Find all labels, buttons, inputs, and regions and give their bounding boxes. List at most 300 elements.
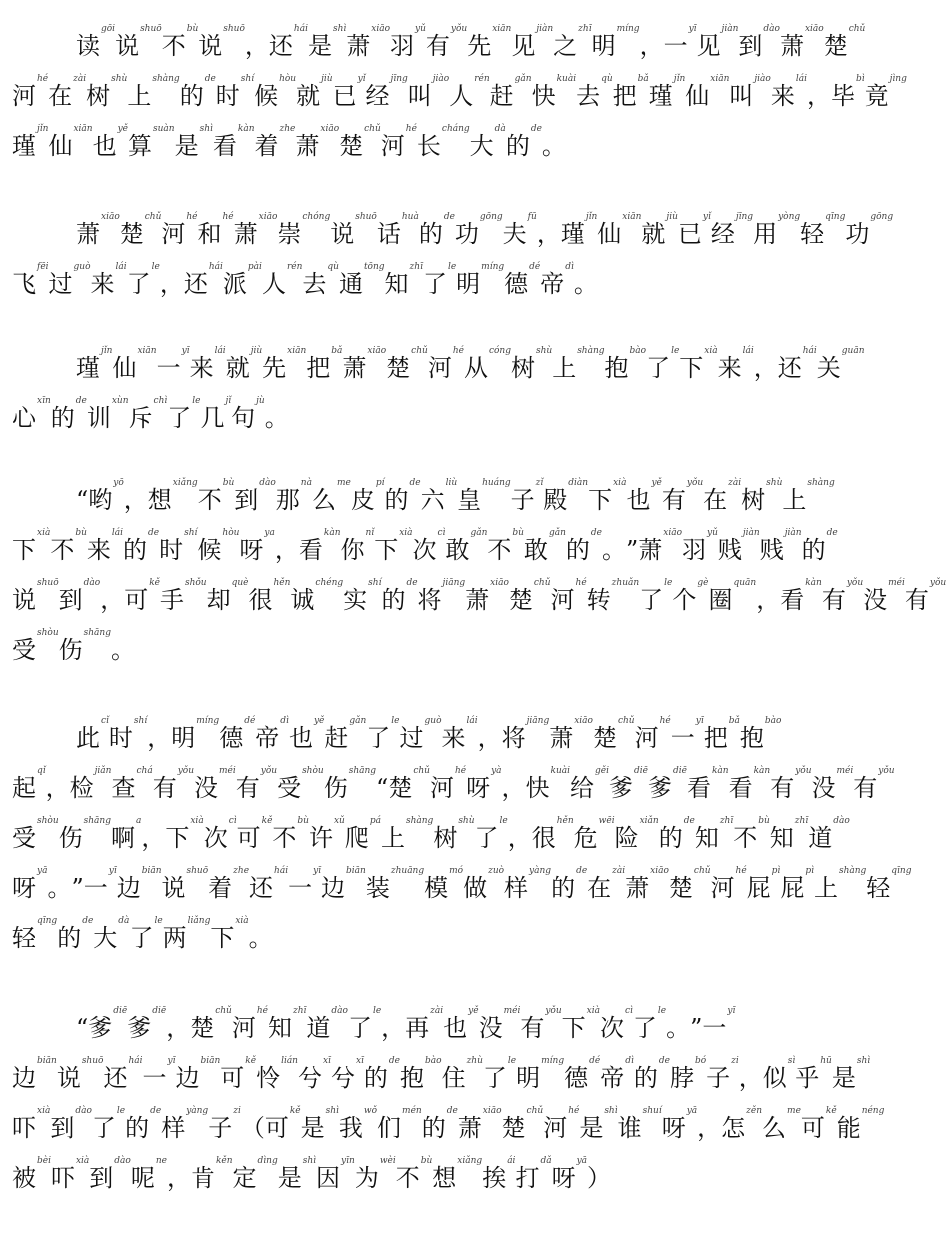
- hanzi-with-pinyin: 河hé: [634, 716, 671, 752]
- hanzi-with-pinyin: 到dào: [58, 578, 101, 614]
- punctuation: ，: [123, 486, 148, 514]
- hanzi-with-pinyin: 下xià: [12, 528, 51, 564]
- hanzi-with-pinyin: 很hěn: [531, 816, 574, 852]
- pinyin-annotation: lián: [281, 1056, 298, 1066]
- hanzi-with-pinyin: 不bù: [487, 528, 524, 564]
- hanzi-with-pinyin: 楚chǔ: [592, 716, 635, 752]
- pinyin-annotation: shòu: [302, 766, 324, 776]
- text-line: [12, 612, 632, 662]
- pinyin-annotation: liù: [445, 478, 458, 488]
- hanzi-with-pinyin: 时shí: [159, 528, 198, 564]
- pinyin-annotation: gōng: [479, 212, 503, 222]
- hanzi-with-pinyin: 是shì: [174, 124, 213, 160]
- hanzi-with-pinyin: 了le: [639, 578, 673, 614]
- text-line: [12, 700, 782, 752]
- pinyin-annotation: huáng: [482, 478, 511, 488]
- paragraph: [12, 8, 907, 160]
- pinyin-annotation: cǐ: [101, 716, 109, 726]
- hanzi-with-pinyin: 一yī: [702, 1006, 736, 1042]
- hanzi-with-pinyin: 可kě: [800, 1106, 837, 1142]
- pinyin-annotation: chǔ: [848, 24, 866, 34]
- pinyin-annotation: hé: [452, 346, 464, 356]
- hanzi-with-pinyin: 给gěi: [570, 766, 610, 802]
- pinyin-annotation: de: [150, 1106, 162, 1116]
- hanzi-with-pinyin: 瑾jǐn: [12, 124, 49, 160]
- pinyin-annotation: bù: [758, 816, 770, 826]
- hanzi-with-pinyin: 有yǒu: [770, 766, 812, 802]
- hanzi-with-pinyin: 爹diē: [609, 766, 648, 802]
- hanzi-with-pinyin: 瑾jǐn: [648, 74, 686, 110]
- pinyin-annotation: bì: [855, 74, 865, 84]
- hanzi-with-pinyin: 爬pá: [344, 816, 381, 852]
- hanzi-with-pinyin: 还hái: [249, 866, 289, 902]
- hanzi-with-pinyin: 次cì: [599, 1006, 633, 1042]
- hanzi-with-pinyin: 的de: [384, 478, 421, 514]
- hanzi-with-pinyin: 了le: [474, 816, 508, 852]
- hanzi-with-pinyin: 边biān: [321, 866, 366, 902]
- hanzi-with-pinyin: 了le: [422, 262, 457, 298]
- pinyin-annotation: shì: [325, 1106, 339, 1116]
- pinyin-annotation: xiān: [73, 124, 93, 134]
- pinyin-annotation: méi: [888, 578, 905, 588]
- pinyin-annotation: xià: [37, 1106, 51, 1116]
- pinyin-annotation: yō: [113, 478, 124, 488]
- pinyin-annotation: hòu: [222, 528, 240, 538]
- hanzi-with-pinyin: 是shì: [307, 24, 347, 60]
- hanzi-with-pinyin: 着zhe: [208, 866, 250, 902]
- hanzi-with-pinyin: 河hé: [429, 766, 467, 802]
- pinyin-annotation: dì: [625, 1056, 634, 1066]
- hanzi-with-pinyin: 之zhī: [553, 24, 592, 60]
- hanzi-with-pinyin: 边biān: [116, 866, 162, 902]
- hanzi-with-pinyin: 看kàn: [298, 528, 341, 564]
- hanzi-with-pinyin: 明míng: [456, 262, 505, 298]
- hanzi-with-pinyin: 那nà: [275, 478, 312, 514]
- pinyin-annotation: de: [530, 124, 542, 134]
- hanzi-with-pinyin: 了le: [347, 1006, 382, 1042]
- hanzi-with-pinyin: 是shì: [831, 1056, 871, 1092]
- pinyin-annotation: míng: [481, 262, 505, 272]
- pinyin-annotation: dà: [118, 916, 130, 926]
- pinyin-annotation: biān: [37, 1056, 57, 1066]
- pinyin-annotation: hé: [454, 766, 467, 776]
- punctuation: ，: [45, 774, 70, 802]
- hanzi-with-pinyin: 做zuò: [463, 866, 505, 902]
- pinyin-annotation: shuō: [37, 578, 59, 588]
- pinyin-annotation: jiàn: [742, 528, 760, 538]
- hanzi-with-pinyin: 的de: [418, 212, 455, 248]
- pinyin-annotation: yà: [491, 766, 502, 776]
- hanzi-with-pinyin: 知zhī: [769, 816, 809, 852]
- hanzi-with-pinyin: 仙xiān: [112, 346, 157, 382]
- pinyin-annotation: shí: [240, 74, 255, 84]
- pinyin-annotation: de: [204, 74, 216, 84]
- punctuation: ，: [100, 586, 125, 614]
- hanzi-with-pinyin: 了le: [632, 1006, 667, 1042]
- hanzi-with-pinyin: 在zài: [587, 866, 626, 902]
- hanzi-with-pinyin: 了le: [91, 1106, 126, 1142]
- text-line: [12, 462, 835, 514]
- paragraph: [12, 700, 912, 952]
- pinyin-annotation: yī: [727, 1006, 736, 1016]
- pinyin-annotation: yī: [167, 1056, 176, 1066]
- punctuation: 。: [541, 132, 566, 160]
- pinyin-annotation: chá: [136, 766, 153, 776]
- pinyin-annotation: zài: [73, 74, 87, 84]
- hanzi-with-pinyin: 边biān: [175, 1056, 221, 1092]
- hanzi-with-pinyin: 因yīn: [316, 1156, 355, 1192]
- punctuation: ，: [753, 354, 778, 382]
- pinyin-annotation: xiǎng: [457, 1156, 483, 1166]
- hanzi-with-pinyin: 时shí: [215, 74, 255, 110]
- hanzi-with-pinyin: 着zhe: [254, 124, 296, 160]
- hanzi-with-pinyin: 许xǔ: [308, 816, 345, 852]
- pinyin-annotation: zhī: [719, 816, 734, 826]
- hanzi-with-pinyin: 大dà: [93, 916, 130, 952]
- hanzi-with-pinyin: 说shuō: [56, 1056, 104, 1092]
- hanzi-with-pinyin: 说shuō: [161, 866, 209, 902]
- pinyin-annotation: zài: [612, 866, 626, 876]
- hanzi-with-pinyin: 瑾jǐn: [76, 346, 113, 382]
- punctuation: ，: [159, 270, 184, 298]
- hanzi-with-pinyin: 萧xiāo: [233, 212, 278, 248]
- hanzi-with-pinyin: 哟yō: [88, 478, 124, 514]
- hanzi-with-pinyin: 看kàn: [728, 766, 771, 802]
- hanzi-with-pinyin: 到dào: [89, 1156, 131, 1192]
- pinyin-annotation: rén: [474, 74, 490, 84]
- punctuation: ”: [690, 1014, 703, 1042]
- pinyin-annotation: kàn: [753, 766, 771, 776]
- hanzi-with-pinyin: 一yī: [288, 866, 322, 902]
- hanzi-with-pinyin: 说shuō: [115, 24, 162, 60]
- hanzi-with-pinyin: 的de: [565, 528, 602, 564]
- hanzi-with-pinyin: 受shòu: [12, 628, 59, 664]
- pinyin-annotation: yǒu: [177, 766, 194, 776]
- pinyin-annotation: le: [507, 1056, 517, 1066]
- pinyin-annotation: le: [192, 396, 201, 406]
- hanzi-with-pinyin: 没méi: [478, 1006, 521, 1042]
- hanzi-with-pinyin: 还hái: [268, 24, 308, 60]
- pinyin-annotation: hé: [568, 1106, 580, 1116]
- hanzi-with-pinyin: 河hé: [380, 124, 417, 160]
- pinyin-annotation: jiǎn: [94, 766, 112, 776]
- pinyin-annotation: xiāo: [490, 578, 509, 588]
- hanzi-with-pinyin: 的de: [50, 396, 87, 432]
- hanzi-with-pinyin: 怎zěn: [721, 1106, 763, 1142]
- hanzi-with-pinyin: 把bǎ: [703, 716, 740, 752]
- hanzi-with-pinyin: 树shù: [433, 816, 475, 852]
- hanzi-with-pinyin: 将jiāng: [417, 578, 466, 614]
- pinyin-annotation: bèi: [37, 1156, 51, 1166]
- hanzi-with-pinyin: 关guān: [816, 346, 865, 382]
- hanzi-with-pinyin: 赶gǎn: [489, 74, 532, 110]
- pinyin-annotation: le: [499, 816, 508, 826]
- pinyin-annotation: bǎ: [728, 716, 740, 726]
- hanzi-with-pinyin: 转zhuǎn: [586, 578, 640, 614]
- pinyin-annotation: hěn: [556, 816, 574, 826]
- hanzi-with-pinyin: 么me: [762, 1106, 801, 1142]
- pinyin-annotation: jiào: [754, 74, 771, 84]
- hanzi-with-pinyin: 河hé: [427, 346, 464, 382]
- hanzi-with-pinyin: 就jiù: [296, 74, 333, 110]
- pinyin-annotation: zhe: [233, 866, 250, 876]
- hanzi-with-pinyin: 屁pì: [746, 866, 781, 902]
- pinyin-annotation: guān: [841, 346, 865, 356]
- hanzi-with-pinyin: 们mén: [377, 1106, 422, 1142]
- pinyin-annotation: yě: [313, 716, 325, 726]
- hanzi-with-pinyin: 可kě: [264, 1106, 301, 1142]
- hanzi-with-pinyin: 有yǒu: [853, 766, 895, 802]
- pinyin-annotation: kěn: [215, 1156, 233, 1166]
- pinyin-annotation: jīng: [735, 212, 754, 222]
- pinyin-annotation: bù: [297, 816, 309, 826]
- pinyin-annotation: xià: [190, 816, 204, 826]
- pinyin-annotation: hé: [575, 578, 587, 588]
- pinyin-annotation: zhī: [409, 262, 423, 272]
- pinyin-annotation: kě: [245, 1056, 257, 1066]
- pinyin-annotation: qù: [601, 74, 613, 84]
- pinyin-annotation: zi: [731, 1056, 739, 1066]
- hanzi-with-pinyin: 上shàng: [380, 816, 434, 852]
- hanzi-with-pinyin: 可kě: [236, 816, 273, 852]
- hanzi-with-pinyin: 轻qīng: [800, 212, 846, 248]
- pinyin-annotation: chǔ: [413, 766, 430, 776]
- hanzi-with-pinyin: 想xiǎng: [432, 1156, 483, 1192]
- hanzi-with-pinyin: 长cháng: [416, 124, 470, 160]
- punctuation: ，: [244, 32, 269, 60]
- hanzi-with-pinyin: 帝dì: [600, 1056, 634, 1092]
- hanzi-with-pinyin: 用yòng: [753, 212, 801, 248]
- pinyin-annotation: hé: [405, 124, 417, 134]
- pinyin-annotation: le: [664, 578, 673, 588]
- hanzi-with-pinyin: 萧xiāo: [625, 866, 669, 902]
- pinyin-annotation: xiāo: [663, 528, 682, 538]
- hanzi-with-pinyin: 爹diē: [127, 1006, 167, 1042]
- pinyin-annotation: dì: [565, 262, 574, 272]
- pinyin-annotation: xiān: [287, 346, 307, 356]
- pinyin-annotation: yǒu: [846, 578, 864, 588]
- text-line: [12, 850, 912, 902]
- pinyin-annotation: pài: [247, 262, 262, 272]
- hanzi-with-pinyin: 仙xiān: [685, 74, 730, 110]
- pinyin-annotation: shù: [111, 74, 128, 84]
- pinyin-annotation: xīn: [37, 396, 51, 406]
- pinyin-annotation: dào: [259, 478, 276, 488]
- hanzi-with-pinyin: 萧xiāo: [295, 124, 340, 160]
- pinyin-annotation: dào: [75, 1106, 92, 1116]
- hanzi-with-pinyin: 怜lián: [256, 1056, 298, 1092]
- hanzi-with-pinyin: 装zhuāng: [365, 866, 425, 902]
- pinyin-annotation: biān: [141, 866, 162, 876]
- pinyin-annotation: lái: [115, 262, 127, 272]
- pinyin-annotation: shù: [458, 816, 475, 826]
- hanzi-with-pinyin: 伤shāng: [58, 816, 111, 852]
- hanzi-with-pinyin: 你nǐ: [340, 528, 375, 564]
- pinyin-annotation: chǔ: [533, 578, 551, 588]
- pinyin-annotation: dé: [244, 716, 256, 726]
- hanzi-with-pinyin: 的de: [179, 74, 216, 110]
- hanzi-with-pinyin: 几jǐ: [200, 396, 232, 432]
- hanzi-with-pinyin: 通tōng: [338, 262, 385, 298]
- punctuation: ）: [587, 1164, 612, 1192]
- punctuation: 。: [573, 270, 598, 298]
- hanzi-with-pinyin: 呀ya: [239, 528, 275, 564]
- pinyin-annotation: shòu: [37, 628, 59, 638]
- hanzi-with-pinyin: 时shí: [108, 716, 148, 752]
- hanzi-with-pinyin: 叫jiào: [407, 74, 450, 110]
- pinyin-annotation: míng: [541, 1056, 565, 1066]
- hanzi-with-pinyin: 肯kěn: [190, 1156, 233, 1192]
- hanzi-with-pinyin: 样yàng: [504, 866, 552, 902]
- pinyin-annotation: quān: [733, 578, 757, 588]
- punctuation: 。: [248, 924, 273, 952]
- pinyin-annotation: shí: [184, 528, 198, 538]
- pinyin-annotation: hái: [274, 866, 289, 876]
- pinyin-annotation: lái: [214, 346, 226, 356]
- hanzi-with-pinyin: 去qù: [302, 262, 339, 298]
- pinyin-annotation: xiān: [492, 24, 512, 34]
- hanzi-with-pinyin: 的de: [658, 816, 695, 852]
- hanzi-with-pinyin: 看kàn: [780, 578, 822, 614]
- pinyin-annotation: hé: [222, 212, 234, 222]
- pinyin-annotation: huà: [401, 212, 419, 222]
- hanzi-with-pinyin: 到dào: [50, 1106, 92, 1142]
- pinyin-annotation: yā: [686, 1106, 698, 1116]
- pinyin-annotation: shàng: [405, 816, 434, 826]
- hanzi-with-pinyin: 抱bào: [739, 716, 782, 752]
- pinyin-annotation: xià: [613, 478, 627, 488]
- hanzi-with-pinyin: 了le: [126, 262, 160, 298]
- pinyin-annotation: zhuǎn: [611, 578, 640, 588]
- hanzi-with-pinyin: 有yǒu: [235, 766, 278, 802]
- paragraph: [12, 330, 865, 432]
- pinyin-annotation: chǔ: [617, 716, 635, 726]
- hanzi-with-pinyin: 一yī: [156, 346, 190, 382]
- text-line: [12, 750, 895, 802]
- hanzi-with-pinyin: 河hé: [231, 1006, 268, 1042]
- hanzi-with-pinyin: 殿diàn: [543, 478, 589, 514]
- pinyin-annotation: dào: [114, 1156, 131, 1166]
- hanzi-with-pinyin: 萧xiāo: [779, 24, 824, 60]
- pinyin-annotation: bó: [694, 1056, 707, 1066]
- hanzi-with-pinyin: 呀yà: [466, 766, 502, 802]
- hanzi-with-pinyin: 河hé: [161, 212, 198, 248]
- hanzi-with-pinyin: 崇chóng: [277, 212, 331, 248]
- pinyin-annotation: chǔ: [411, 346, 428, 356]
- punctuation: 。: [264, 404, 289, 432]
- pinyin-annotation: hé: [735, 866, 747, 876]
- hanzi-with-pinyin: 打dǎ: [515, 1156, 552, 1192]
- pinyin-annotation: zhī: [292, 1006, 307, 1016]
- hanzi-with-pinyin: 没méi: [863, 578, 905, 614]
- pinyin-annotation: què: [231, 578, 249, 588]
- punctuation: ，: [806, 82, 831, 110]
- pinyin-annotation: nà: [300, 478, 312, 488]
- hanzi-with-pinyin: 楚chǔ: [190, 1006, 232, 1042]
- pinyin-annotation: jiàn: [536, 24, 554, 34]
- hanzi-with-pinyin: 先xiān: [262, 346, 307, 382]
- hanzi-with-pinyin: 帝dì: [255, 716, 289, 752]
- hanzi-with-pinyin: 没méi: [194, 766, 236, 802]
- pinyin-annotation: shí: [368, 578, 382, 588]
- hanzi-with-pinyin: 飞fēi: [12, 262, 49, 298]
- hanzi-with-pinyin: 的de: [633, 1056, 670, 1092]
- hanzi-with-pinyin: 子zi: [208, 1106, 241, 1142]
- pinyin-annotation: shì: [856, 1056, 871, 1066]
- pinyin-annotation: bù: [75, 528, 87, 538]
- hanzi-with-pinyin: 斥chì: [128, 396, 168, 432]
- hanzi-with-pinyin: 兮xī: [297, 1056, 331, 1092]
- pinyin-annotation: ne: [155, 1156, 167, 1166]
- pinyin-annotation: méi: [836, 766, 854, 776]
- hanzi-with-pinyin: 经jīng: [710, 212, 754, 248]
- hanzi-with-pinyin: 楚chǔ: [508, 578, 551, 614]
- pinyin-annotation: chéng: [315, 578, 344, 588]
- punctuation: ，: [507, 824, 532, 852]
- punctuation: “: [76, 1014, 89, 1042]
- text-line: [12, 1140, 632, 1190]
- pinyin-annotation: shuō: [223, 24, 245, 34]
- pinyin-annotation: zhe: [279, 124, 296, 134]
- paragraph: [12, 990, 885, 1192]
- pinyin-annotation: chǔ: [693, 866, 711, 876]
- hanzi-with-pinyin: 知zhī: [694, 816, 734, 852]
- pinyin-annotation: yě: [468, 1006, 479, 1016]
- hanzi-with-pinyin: 就jiù: [641, 212, 678, 248]
- hanzi-with-pinyin: 屁pì: [780, 866, 814, 902]
- pinyin-annotation: jǐn: [37, 124, 49, 134]
- pinyin-annotation: shuí: [642, 1106, 662, 1116]
- hanzi-with-pinyin: 明míng: [171, 716, 220, 752]
- hanzi-with-pinyin: 羽yǔ: [390, 24, 426, 60]
- hanzi-with-pinyin: 是shì: [277, 1156, 317, 1192]
- pinyin-annotation: shàng: [807, 478, 835, 488]
- hanzi-with-pinyin: 上shàng: [813, 866, 867, 902]
- hanzi-with-pinyin: 实shí: [343, 578, 382, 614]
- hanzi-with-pinyin: 挨ái: [482, 1156, 516, 1192]
- punctuation: ，: [147, 724, 172, 752]
- pinyin-annotation: mén: [402, 1106, 422, 1116]
- hanzi-with-pinyin: 敢gǎn: [445, 528, 488, 564]
- pinyin-annotation: zhī: [578, 24, 592, 34]
- hanzi-with-pinyin: 德dé: [564, 1056, 601, 1092]
- pinyin-annotation: xiāo: [258, 212, 278, 222]
- pinyin-annotation: gōi: [101, 24, 116, 34]
- pinyin-annotation: de: [683, 816, 695, 826]
- hanzi-with-pinyin: 很hěn: [248, 578, 291, 614]
- pinyin-annotation: wēi: [598, 816, 615, 826]
- hanzi-with-pinyin: 呀yā: [661, 1106, 698, 1142]
- pinyin-annotation: shàng: [838, 866, 867, 876]
- hanzi-with-pinyin: 将jiāng: [501, 716, 550, 752]
- punctuation: 。: [666, 1014, 691, 1042]
- hanzi-with-pinyin: 说shuō: [198, 24, 245, 60]
- hanzi-with-pinyin: 贱jiàn: [759, 528, 802, 564]
- hanzi-with-pinyin: 大dà: [469, 124, 506, 160]
- hanzi-with-pinyin: 也yě: [443, 1006, 479, 1042]
- pinyin-annotation: jǐn: [101, 346, 113, 356]
- pinyin-annotation: shuō: [186, 866, 209, 876]
- hanzi-with-pinyin: 已yǐ: [332, 74, 366, 110]
- hanzi-with-pinyin: 一yī: [670, 716, 704, 752]
- hanzi-with-pinyin: 下xià: [561, 1006, 600, 1042]
- pinyin-annotation: yě: [651, 478, 662, 488]
- pinyin-annotation: gěi: [595, 766, 610, 776]
- hanzi-with-pinyin: 来lái: [86, 528, 124, 564]
- pinyin-annotation: xī: [355, 1056, 364, 1066]
- pinyin-annotation: lái: [111, 528, 124, 538]
- pinyin-annotation: tōng: [363, 262, 385, 272]
